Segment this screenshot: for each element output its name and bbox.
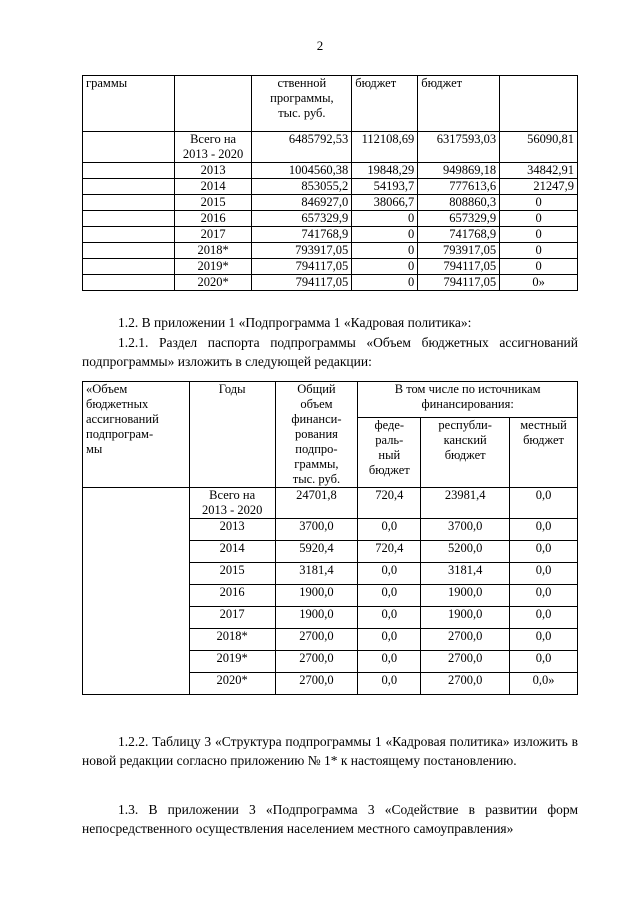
paragraph-1-2-1: 1.2.1. Раздел паспорта подпрограммы «Объем бюджетных ассигнований подпрограммы» изложить в следующей редакции: xyxy=(82,335,578,369)
republic-cell: 794117,05 xyxy=(418,259,500,275)
republic-cell: 5200,0 xyxy=(421,541,510,563)
federal-cell: 0 xyxy=(352,227,418,243)
local-cell: 0 xyxy=(500,227,578,243)
year-cell: 2018* xyxy=(189,629,275,651)
year-cell: Всего на 2013 - 2020 xyxy=(174,132,252,163)
year-cell: Всего на 2013 - 2020 xyxy=(189,488,275,519)
total-cell: 1004560,38 xyxy=(252,163,352,179)
table-row xyxy=(83,132,578,163)
local-cell: 0,0 xyxy=(510,607,578,629)
federal-cell: 54193,7 xyxy=(352,179,418,195)
total-cell: 853055,2 xyxy=(252,179,352,195)
year-cell: 2015 xyxy=(174,195,252,211)
republic-cell: 777613,6 xyxy=(418,179,500,195)
federal-cell: 38066,7 xyxy=(352,195,418,211)
local-cell: 0,0 xyxy=(510,651,578,673)
year-cell: 2016 xyxy=(174,211,252,227)
republic-cell: 2700,0 xyxy=(421,651,510,673)
local-cell: 0 xyxy=(500,211,578,227)
republic-cell: 3700,0 xyxy=(421,519,510,541)
year-cell: 2019* xyxy=(189,651,275,673)
header-federal: феде- раль- ный бюджет xyxy=(358,417,421,487)
paragraph-1-2-2: 1.2.2. Таблицу 3 «Структура подпрограммы 1 «Кадровая политика» изложить в новой редакции согласно приложению № 1* к настоящему постановлению. xyxy=(82,734,578,768)
table-row xyxy=(83,243,578,259)
republic-cell: 741768,9 xyxy=(418,227,500,243)
local-cell: 0 xyxy=(500,259,578,275)
funding-table-program xyxy=(82,75,578,291)
local-cell: 0,0 xyxy=(510,563,578,585)
empty-cell xyxy=(83,488,190,695)
table-row xyxy=(83,163,578,179)
federal-cell: 0 xyxy=(352,275,418,291)
empty-cell xyxy=(83,179,175,195)
table-row xyxy=(83,227,578,243)
year-cell: 2017 xyxy=(189,607,275,629)
federal-cell: 0,0 xyxy=(358,607,421,629)
federal-cell: 0,0 xyxy=(358,563,421,585)
empty-cell xyxy=(83,195,175,211)
paragraph-1-2: 1.2. В приложении 1 «Подпрограмма 1 «Кадровая политика»: xyxy=(118,315,472,330)
total-cell: 3181,4 xyxy=(275,563,358,585)
empty-cell xyxy=(83,132,175,163)
table-row xyxy=(83,259,578,275)
year-cell: 2020* xyxy=(174,275,252,291)
total-cell: 846927,0 xyxy=(252,195,352,211)
header-republic: республи- канский бюджет xyxy=(421,417,510,487)
republic-cell: 949869,18 xyxy=(418,163,500,179)
table-row xyxy=(83,179,578,195)
empty-cell xyxy=(83,163,175,179)
republic-cell: 3181,4 xyxy=(421,563,510,585)
local-cell: 0,0 xyxy=(510,585,578,607)
header-cell: ственной программы, тыс. руб. xyxy=(252,76,352,132)
total-cell: 2700,0 xyxy=(275,651,358,673)
local-cell: 0,0 xyxy=(510,541,578,563)
republic-cell: 1900,0 xyxy=(421,607,510,629)
empty-cell xyxy=(83,243,175,259)
year-cell: 2014 xyxy=(189,541,275,563)
year-cell: 2013 xyxy=(174,163,252,179)
federal-cell: 0 xyxy=(352,211,418,227)
federal-cell: 0,0 xyxy=(358,651,421,673)
total-cell: 5920,4 xyxy=(275,541,358,563)
header-sources: В том числе по источникам финансирования: xyxy=(358,382,578,418)
total-cell: 1900,0 xyxy=(275,607,358,629)
total-cell: 3700,0 xyxy=(275,519,358,541)
local-cell: 0» xyxy=(500,275,578,291)
federal-cell: 0,0 xyxy=(358,629,421,651)
total-cell: 1900,0 xyxy=(275,585,358,607)
header-local: местный бюджет xyxy=(510,417,578,487)
local-cell: 21247,9 xyxy=(500,179,578,195)
header-years: Годы xyxy=(189,382,275,488)
total-cell: 24701,8 xyxy=(275,488,358,519)
republic-cell: 793917,05 xyxy=(418,243,500,259)
paragraph-1-3: 1.3. В приложении 3 «Подпрограмма 3 «Содействие в развитии форм непосредственного осуществления населением местного самоуправления» xyxy=(82,802,578,836)
local-cell: 0,0» xyxy=(510,673,578,695)
table-row xyxy=(83,488,578,519)
federal-cell: 0 xyxy=(352,243,418,259)
page-number: 2 xyxy=(316,38,324,53)
total-cell: 793917,05 xyxy=(252,243,352,259)
table-row xyxy=(83,275,578,291)
header-cell: бюджет xyxy=(352,76,418,132)
year-cell: 2014 xyxy=(174,179,252,195)
header-cell xyxy=(174,76,252,132)
year-cell: 2019* xyxy=(174,259,252,275)
total-cell: 794117,05 xyxy=(252,259,352,275)
total-cell: 741768,9 xyxy=(252,227,352,243)
funding-table-subprogram xyxy=(82,381,578,695)
table-row xyxy=(83,211,578,227)
year-cell: 2015 xyxy=(189,563,275,585)
local-cell: 56090,81 xyxy=(500,132,578,163)
table-header-row xyxy=(83,382,578,418)
row-label-cell: «Объем бюджетных ассигнований подпрограм- мы xyxy=(83,382,190,488)
total-cell: 657329,9 xyxy=(252,211,352,227)
year-cell: 2016 xyxy=(189,585,275,607)
total-cell: 2700,0 xyxy=(275,629,358,651)
republic-cell: 23981,4 xyxy=(421,488,510,519)
total-cell: 6485792,53 xyxy=(252,132,352,163)
header-cell: граммы xyxy=(83,76,175,132)
header-cell xyxy=(500,76,578,132)
local-cell: 0 xyxy=(500,243,578,259)
year-cell: 2020* xyxy=(189,673,275,695)
local-cell: 0,0 xyxy=(510,629,578,651)
table-row xyxy=(83,195,578,211)
empty-cell xyxy=(83,227,175,243)
republic-cell: 2700,0 xyxy=(421,673,510,695)
empty-cell xyxy=(83,259,175,275)
federal-cell: 0,0 xyxy=(358,585,421,607)
republic-cell: 794117,05 xyxy=(418,275,500,291)
federal-cell: 0,0 xyxy=(358,673,421,695)
federal-cell: 720,4 xyxy=(358,488,421,519)
empty-cell xyxy=(83,275,175,291)
header-total: Общий объем финанси- рования подпро- граммы, тыс. руб. xyxy=(275,382,358,488)
empty-cell xyxy=(83,211,175,227)
year-cell: 2013 xyxy=(189,519,275,541)
republic-cell: 2700,0 xyxy=(421,629,510,651)
total-cell: 2700,0 xyxy=(275,673,358,695)
federal-cell: 0,0 xyxy=(358,519,421,541)
year-cell: 2018* xyxy=(174,243,252,259)
total-cell: 794117,05 xyxy=(252,275,352,291)
local-cell: 0,0 xyxy=(510,519,578,541)
year-cell: 2017 xyxy=(174,227,252,243)
republic-cell: 808860,3 xyxy=(418,195,500,211)
table-header-row xyxy=(83,76,578,132)
local-cell: 0,0 xyxy=(510,488,578,519)
federal-cell: 0 xyxy=(352,259,418,275)
local-cell: 0 xyxy=(500,195,578,211)
federal-cell: 720,4 xyxy=(358,541,421,563)
republic-cell: 6317593,03 xyxy=(418,132,500,163)
local-cell: 34842,91 xyxy=(500,163,578,179)
republic-cell: 657329,9 xyxy=(418,211,500,227)
federal-cell: 112108,69 xyxy=(352,132,418,163)
header-cell: бюджет xyxy=(418,76,500,132)
federal-cell: 19848,29 xyxy=(352,163,418,179)
republic-cell: 1900,0 xyxy=(421,585,510,607)
